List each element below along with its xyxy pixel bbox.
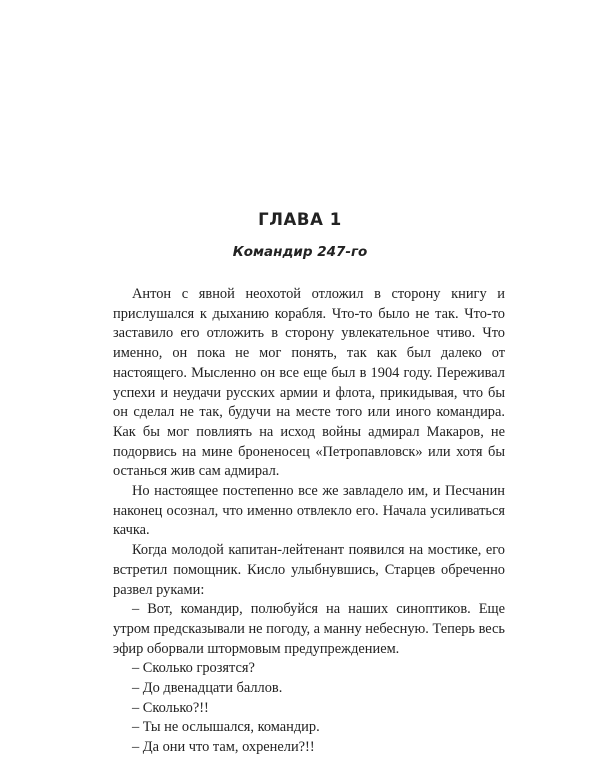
- dialogue-line: – Сколько грозятся?: [132, 660, 255, 677]
- dialogue-line: – До двенадцати баллов.: [132, 680, 283, 697]
- dialogue-line: – Ты не ослышался, командир.: [132, 719, 320, 736]
- chapter-subtitle: Командир 247-го: [232, 244, 368, 260]
- chapter-title: ГЛАВА 1: [258, 210, 342, 229]
- paragraph: Когда молодой капитан-лейтенант появился на мостике, его встретил помощник. Кисло улыбнувшись, Старцев обреченно развел руками:: [113, 542, 505, 598]
- paragraph: Антон с явной неохотой отложил в сторону книгу и прислушался к дыханию корабля. Что-то было не так. Что-то заставило его отложить в сторону увлекательное чтиво. Что именно, он пока не мог понять, так как был далеко от настоящего. Мысленно он все еще был в 1904 году. Переживал успехи и неудачи русских армии и флота, прикидывая, что бы он сделал не так, будучи на месте того или иного командира. Как бы мог повлиять на исход войны адмирал Макаров, не подорвись на мине броненосец «Петропавловск» или хотя бы останься жив сам адмирал.: [113, 286, 505, 480]
- chapter-text: [113, 285, 505, 758]
- dialogue-line: – Сколько?!!: [132, 699, 209, 716]
- paragraph: Но настоящее постепенно все же завладело им, и Песчанин наконец осознал, что именно отвлекло его. Начала усиливаться качка.: [113, 483, 505, 539]
- dialogue-line: – Вот, командир, полюбуйся на наших синоптиков. Еще утром предсказывали не погоду, а манну небесную. Теперь весь эфир оборвали штормовым предупреждением.: [113, 601, 505, 657]
- dialogue-line: – Да они что там, охренели?!!: [132, 739, 315, 756]
